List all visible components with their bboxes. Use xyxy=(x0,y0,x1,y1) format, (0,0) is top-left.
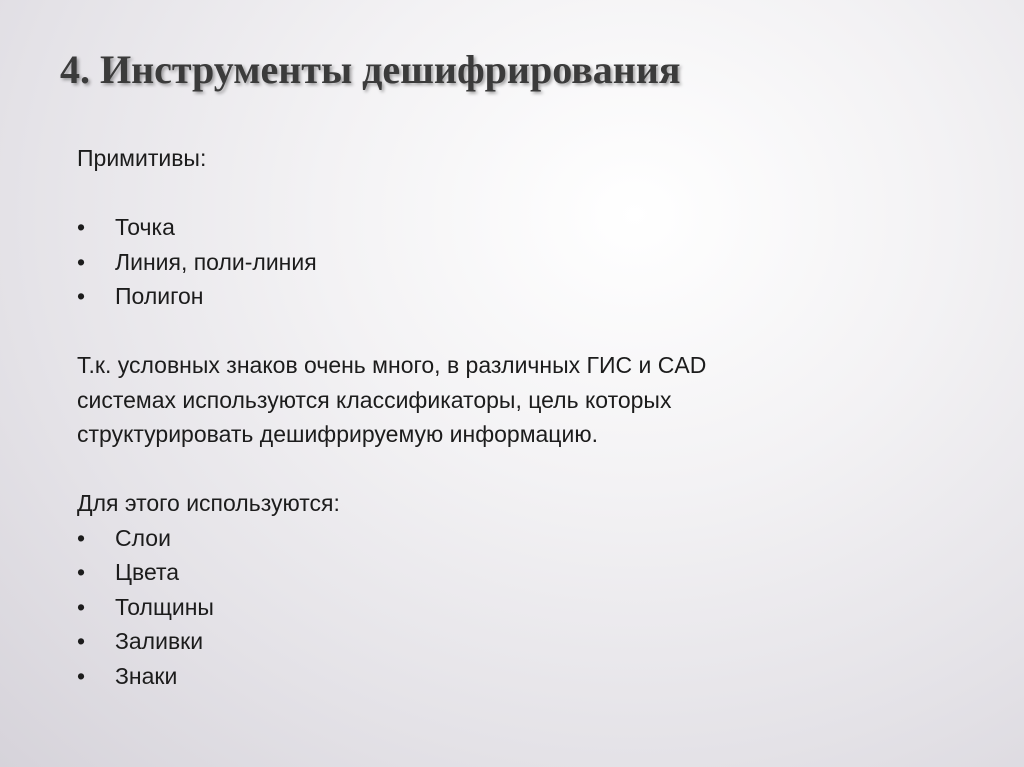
slide-content xyxy=(77,141,977,693)
bullet-icon: • xyxy=(77,283,86,309)
list-item xyxy=(77,659,977,694)
paragraph-line: структурировать дешифрируемую информацию. xyxy=(77,421,598,447)
spacer xyxy=(77,314,977,349)
bullet-icon: • xyxy=(77,214,86,240)
usage-heading: Для этого используются: xyxy=(77,490,340,516)
list-item-label: Заливки xyxy=(115,628,204,654)
list-item-label: Знаки xyxy=(115,662,178,689)
list-item xyxy=(77,590,977,625)
description-paragraph xyxy=(77,348,977,452)
list-item xyxy=(77,210,977,245)
paragraph-line: системах используются классификаторы, цель которых xyxy=(77,386,672,413)
list-item xyxy=(77,624,977,659)
paragraph-line: Т.к. условных знаков очень много, в различных ГИС и CAD xyxy=(77,352,707,378)
list-item xyxy=(77,245,977,280)
list-item xyxy=(77,279,977,314)
bullet-icon: • xyxy=(77,248,86,275)
list-item-label: Точка xyxy=(115,214,175,240)
bullet-icon: • xyxy=(77,524,86,551)
bullet-icon: • xyxy=(77,628,86,654)
list-item-label: Полигон xyxy=(115,283,204,309)
bullet-icon: • xyxy=(77,559,86,585)
spacer xyxy=(77,176,977,211)
usage-list xyxy=(77,521,977,694)
bullet-icon: • xyxy=(77,662,86,689)
list-item-label: Слои xyxy=(115,524,171,551)
list-item-label: Линия, поли-линия xyxy=(115,248,317,275)
primitives-heading: Примитивы: xyxy=(77,145,207,171)
slide-title: 4. Инструменты дешифрирования xyxy=(60,47,681,92)
bullet-icon: • xyxy=(77,593,86,620)
list-item-label: Цвета xyxy=(115,559,180,585)
spacer xyxy=(77,452,977,487)
primitives-list xyxy=(77,210,977,314)
list-item xyxy=(77,555,977,590)
list-item-label: Толщины xyxy=(115,593,214,620)
list-item xyxy=(77,521,977,556)
